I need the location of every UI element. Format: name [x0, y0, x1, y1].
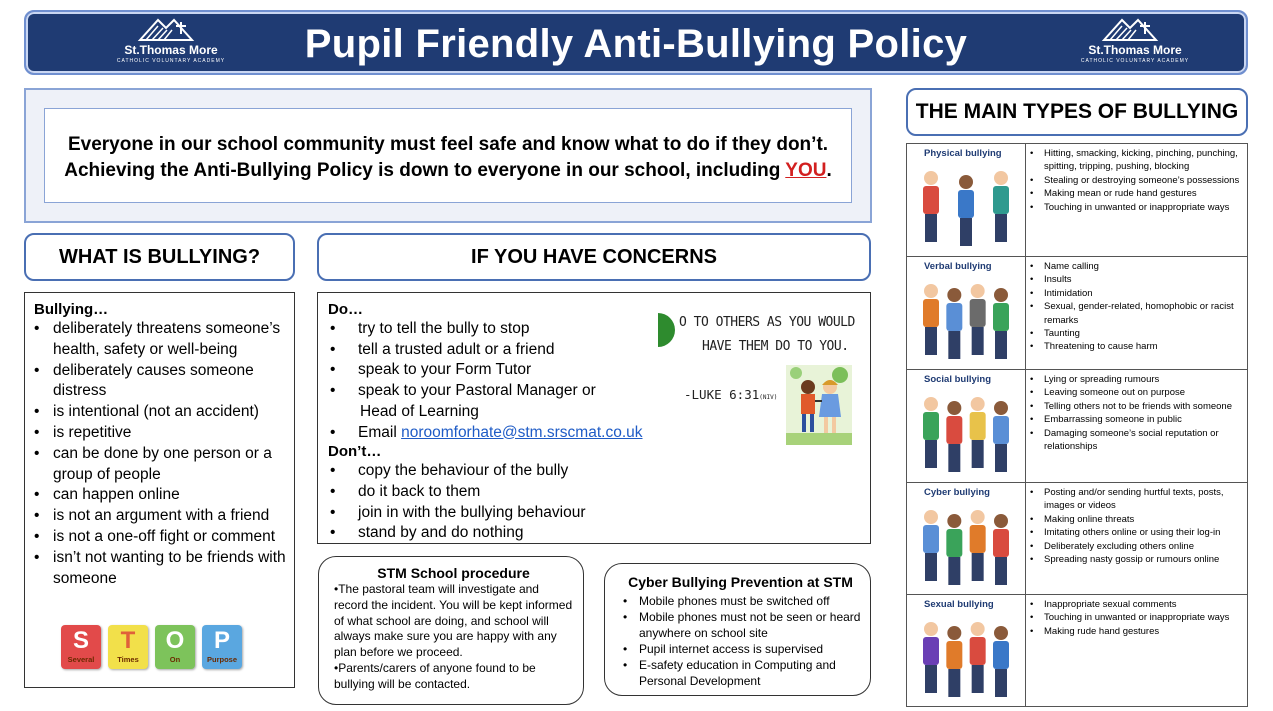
stop-letter: P: [213, 627, 230, 654]
intro-line-2-text: Achieving the Anti-Bullying Policy is down to everyone in our school, including: [64, 160, 786, 181]
cyber-prevention-panel: [604, 563, 871, 696]
list-item: • Mobile phones must not be seen or heard anywhere on school site: [619, 609, 862, 641]
procedure-text-1: •The pastoral team will investigate and record the incident. You will be kept informed of what school are doing, and school will always make sure you are happy with any plan before we proceed.: [334, 582, 573, 660]
list-item: • is not an argument with a friend: [34, 506, 286, 527]
golden-rule-quote: [658, 309, 858, 449]
logo-name: St.Thomas More: [124, 43, 218, 57]
children-holding-hands-icon: [786, 365, 852, 445]
list-item: • join in with the bullying behaviour: [328, 503, 870, 524]
email-link[interactable]: noroomforhate@stm.srscmat.co.uk: [401, 423, 643, 441]
concerns-panel: [317, 292, 871, 544]
list-item: • Name calling: [1029, 260, 1245, 273]
list-item: • Touching in unwanted or inappropriate ways: [1029, 611, 1245, 624]
stop-tile: [202, 625, 242, 669]
table-row: [907, 595, 1247, 706]
list-item: • is intentional (not an accident): [34, 402, 286, 423]
header-banner: [24, 10, 1248, 75]
list-item: • Making rude hand gestures: [1029, 625, 1245, 638]
logo-name: St.Thomas More: [1088, 43, 1182, 57]
list-item: • Intimidation: [1029, 287, 1245, 300]
physical-bullying-illustration-icon: [917, 162, 1013, 250]
stop-word: On: [169, 655, 181, 664]
list-item: • speak to your Form Tutor: [328, 360, 870, 381]
stop-tile: [61, 625, 101, 669]
concerns-heading: IF YOU HAVE CONCERNS: [317, 233, 871, 281]
sexual-bullying-illustration-icon: [917, 613, 1013, 701]
bullying-definition-list: [34, 319, 286, 589]
list-item: • Pupil internet access is supervised: [619, 641, 862, 657]
prevention-list: [619, 593, 862, 689]
quote-drop-cap-icon: [658, 313, 675, 347]
bullying-examples-list: [1029, 486, 1245, 566]
stop-letter: S: [72, 627, 89, 654]
type-label-cell: [907, 483, 1026, 594]
school-logo-right: [1070, 16, 1200, 72]
types-heading: THE MAIN TYPES OF BULLYING: [906, 88, 1248, 136]
table-row: [907, 483, 1247, 595]
list-item: • can happen online: [34, 485, 286, 506]
social-bullying-illustration-icon: [917, 388, 1013, 476]
list-item: • Imitating others online or using their log-in: [1029, 526, 1245, 539]
bullying-examples-list: [1029, 260, 1245, 354]
list-item: • is repetitive: [34, 423, 286, 444]
list-item: • Insults: [1029, 273, 1245, 286]
stop-word: Several: [67, 655, 95, 664]
list-item: • Inappropriate sexual comments: [1029, 598, 1245, 611]
bullying-examples-list: [1029, 598, 1245, 638]
stop-word: Purpose: [206, 655, 237, 664]
list-item: • Deliberately excluding others online: [1029, 540, 1245, 553]
logo-subtitle: CATHOLIC VOLUNTARY ACADEMY: [116, 58, 226, 64]
list-item: • Making mean or rude hand gestures: [1029, 187, 1245, 200]
list-item: • isn’t not wanting to be friends with someone: [34, 548, 286, 590]
stop-tile: [155, 625, 195, 669]
list-item: • Threatening to cause harm: [1029, 340, 1245, 353]
list-item: • is not a one-off fight or comment: [34, 527, 286, 548]
list-item: • Mobile phones must be switched off: [619, 593, 862, 609]
quote-reference: [684, 387, 777, 402]
list-item: Head of Learning: [360, 402, 479, 420]
bullying-lead: Bullying…: [34, 301, 109, 318]
list-item: • copy the behaviour of the bully: [328, 461, 870, 482]
list-item: • Sexual, gender-related, homophobic or racist remarks: [1029, 300, 1245, 327]
dont-label: Don’t…: [328, 443, 382, 461]
list-item: • do it back to them: [328, 482, 870, 503]
dont-list: [328, 461, 870, 544]
quote-line-2: HAVE THEM DO TO YOU.: [702, 339, 849, 354]
type-label-cell: [907, 370, 1026, 482]
stop-letter: T: [120, 627, 136, 654]
list-item: • Hitting, smacking, kicking, pinching, punching, spitting, tripping, pushing, blocking: [1029, 147, 1245, 174]
type-label-cell: [907, 257, 1026, 369]
quote-line-1: O TO OTHERS AS YOU WOULD: [679, 315, 855, 330]
logo-subtitle: CATHOLIC VOLUNTARY ACADEMY: [1080, 58, 1190, 64]
list-item: • Embarrassing someone in public: [1029, 413, 1245, 426]
type-label-cell: [907, 595, 1026, 706]
procedure-text-2: •Parents/carers of anyone found to be bullying will be contacted.: [334, 660, 536, 691]
list-item: • Damaging someone’s social reputation or relationships: [1029, 427, 1245, 454]
page-title: Pupil Friendly Anti-Bullying Policy: [304, 22, 968, 66]
intro-panel: [24, 88, 872, 223]
type-label-cell: [907, 144, 1026, 256]
table-row: [907, 257, 1247, 370]
prevention-title: Cyber Bullying Prevention at STM: [628, 574, 853, 590]
list-item: • Stealing or destroying someone’s possessions: [1029, 174, 1245, 187]
intro-line-1: Everyone in our school community must feel safe and know what to do if they don’t.: [67, 134, 829, 155]
intro-line-2: [56, 158, 840, 184]
list-item: • Touching in unwanted or inappropriate ways: [1029, 201, 1245, 214]
stop-word: Times: [117, 655, 139, 664]
school-crest-icon: [1100, 16, 1170, 42]
school-procedure-panel: [318, 556, 584, 705]
email-label: Email: [358, 423, 402, 441]
intro-line-2-end: .: [826, 160, 832, 181]
list-item: • can be done by one person or a group of people: [34, 444, 286, 486]
list-item: • Making online threats: [1029, 513, 1245, 526]
list-item: • stand by and do nothing: [328, 523, 870, 544]
do-label: Do…: [328, 301, 363, 318]
bullying-type-label: Social bullying: [924, 374, 992, 385]
list-item: • Posting and/or sending hurtful texts, posts, images or videos: [1029, 486, 1245, 513]
list-item: • E-safety education in Computing and Personal Development: [619, 657, 862, 689]
list-item: • Leaving someone out on purpose: [1029, 386, 1245, 399]
bullying-examples-list: [1029, 147, 1245, 214]
quote-reference-text: -LUKE 6:31: [684, 387, 760, 402]
table-row: [907, 370, 1247, 483]
stop-letter: O: [165, 627, 185, 654]
list-item: • deliberately threatens someone’s health, safety or well-being: [34, 319, 286, 361]
list-item: • try to tell the bully to stop: [328, 319, 870, 340]
intro-statement: [56, 132, 840, 184]
bullying-type-label: Verbal bullying: [924, 261, 992, 272]
bullying-types-table: [906, 143, 1248, 707]
intro-you-highlight: YOU: [785, 160, 827, 181]
list-item: • speak to your Pastoral Manager or: [328, 381, 870, 402]
list-item: • deliberately causes someone distress: [34, 361, 286, 403]
procedure-title: STM School procedure: [377, 565, 530, 581]
bullying-type-label: Cyber bullying: [924, 487, 990, 498]
table-row: [907, 144, 1247, 257]
quote-version: (NIV): [759, 394, 778, 401]
stop-tile: [108, 625, 148, 669]
bullying-type-label: Physical bullying: [924, 148, 1002, 159]
cyber-bullying-illustration-icon: [917, 501, 1013, 589]
bullying-examples-list: [1029, 373, 1245, 453]
what-is-bullying-panel: [24, 292, 295, 688]
list-item: • Telling others not to be friends with someone: [1029, 400, 1245, 413]
list-item: • Taunting: [1029, 327, 1245, 340]
what-is-bullying-heading: WHAT IS BULLYING?: [24, 233, 295, 281]
bullying-type-label: Sexual bullying: [924, 599, 994, 610]
list-item: • tell a trusted adult or a friend: [328, 340, 870, 361]
verbal-bullying-illustration-icon: [917, 275, 1013, 363]
list-item: • Spreading nasty gossip or rumours online: [1029, 553, 1245, 566]
list-item: • Lying or spreading rumours: [1029, 373, 1245, 386]
